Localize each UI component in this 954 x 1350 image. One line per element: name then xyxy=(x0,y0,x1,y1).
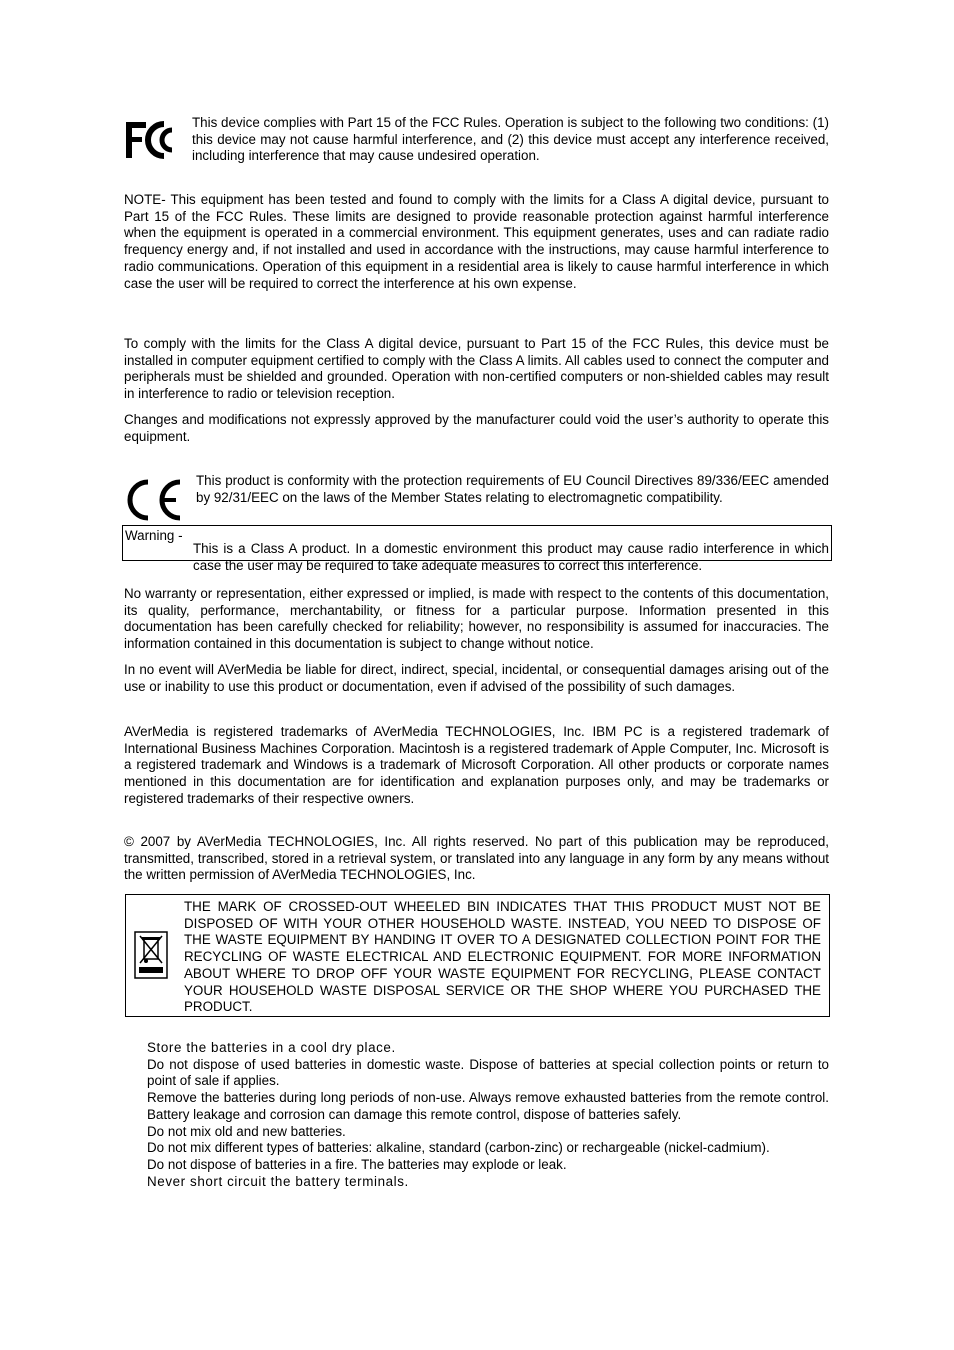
list-item: Do not dispose of used batteries in domestic waste. Dispose of batteries at special collection points or return to point of sale if applies. xyxy=(147,1056,829,1089)
weee-text: THE MARK OF CROSSED-OUT WHEELED BIN INDICATES THAT THIS PRODUCT MUST NOT BE DISPOSED OF WITH YOUR OTHER HOUSEHOLD WASTE. INSTEAD, YOU NEED TO DISPOSE OF THE WASTE EQUIPMENT BY HANDING IT OVER TO A DESIGNATED COLLECTION POINT FOR THE RECYCLING OF WASTE ELECTRICAL AND ELECTRONIC EQUIPMENT. FOR MORE INFORMATION ABOUT WHERE TO DROP OFF YOUR WASTE EQUIPMENT FOR RECYCLING, PLEASE CONTACT YOUR HOUSEHOLD WASTE DISPOSAL SERVICE OR THE SHOP WHERE YOU PURCHASED THE PRODUCT. xyxy=(184,899,821,1015)
list-item: Store the batteries in a cool dry place. xyxy=(147,1040,396,1055)
warning-label: Warning - xyxy=(125,528,183,543)
trademarks-notice: AVerMedia is registered trademarks of AVerMedia TECHNOLOGIES, Inc. IBM PC is a registered trademark of International Business Machines Corporation. Macintosh is a registered trademark of Apple Computer, Inc. Microsoft is a registered trademark and Windows is a trademark of Microsoft Corporation. All other products or corporate names mentioned in this documentation are for identification and explanation purposes only, and may be trademarks or registered trademarks of their respective owners. xyxy=(124,724,829,806)
modifications-notice: Changes and modifications not expressly approved by the manufacturer could void the user’s authority to operate this equipment. xyxy=(124,412,829,444)
no-warranty-disclaimer: No warranty or representation, either expressed or implied, is made with respect to the contents of this documentation, its quality, performance, merchantability, or fitness for a particular purpose. Information presented in this documentation has been carefully checked for reliability; however, no responsibility is assumed for inaccuracies. The information contained in this documentation is subject to change without notice. xyxy=(124,586,829,652)
fcc-note: NOTE- This equipment has been tested and found to comply with the limits for a Class A digital device, pursuant to Part 15 of the FCC Rules. These limits are designed to provide reasonable protection against harmful interference when the equipment is operated in a commercial environment. This equipment generates, uses and can radiate radio frequency energy and, if not installed and used in accordance with the instructions, may cause harmful interference to radio communications. Operation of this equipment in a residential area is likely to cause harmful interference in which case the user will be required to correct the interference at his own expense. xyxy=(124,192,829,291)
crossed-out-wheeled-bin-icon xyxy=(134,931,168,979)
list-item: Remove the batteries during long periods of non-use. Always remove exhausted batteries from the remote control. Battery leakage and corrosion can damage this remote control, dispose of batteries safely. xyxy=(147,1090,829,1122)
fcc-logo-icon xyxy=(124,118,180,162)
fcc-statement: This device complies with Part 15 of the FCC Rules. Operation is subject to the following two conditions: (1) this device may not cause harmful interference, and (2) this device must accept any interference received, including interference that may cause undesired operation. xyxy=(192,115,829,164)
class-a-compliance: To comply with the limits for the Class A digital device, pursuant to Part 15 of the FCC Rules, this device must be installed in computer equipment certified to comply with the Class A limits. All cables used to connect the computer and peripherals must be shielded and grounded. Operation with non-certified computers or non-shielded cables may result in interference to radio or television reception. xyxy=(124,336,829,402)
ce-mark-icon xyxy=(124,478,184,522)
list-item: Do not mix different types of batteries: alkaline, standard (carbon-zinc) or rechargeable (nickel-cadmium). xyxy=(147,1140,770,1156)
list-item: Do not mix old and new batteries. xyxy=(147,1123,346,1139)
list-item: Do not dispose of batteries in a fire. The batteries may explode or leak. xyxy=(147,1156,567,1172)
copyright-notice: © 2007 by AVerMedia TECHNOLOGIES, Inc. All rights reserved. No part of this publication may be reproduced, transmitted, transcribed, stored in a retrieval system, or translated into any language in any form by any means without the written permission of AVerMedia TECHNOLOGIES, Inc. xyxy=(124,834,829,883)
liability-disclaimer: In no event will AVerMedia be liable for direct, indirect, special, incidental, or consequential damages arising out of the use or inability to use this product or documentation, even if advised of the possibility of such damages. xyxy=(124,662,829,694)
class-a-warning-box xyxy=(122,525,832,574)
ce-statement: This product is conformity with the protection requirements of EU Council Directives 89/336/EEC amended by 92/31/EEC on the laws of the Member States relating to electromagnetic compatibility. xyxy=(196,473,829,505)
battery-safety-list xyxy=(147,1040,829,1190)
warning-text: This is a Class A product. In a domestic environment this product may cause radio interference in which case the user may be required to take adequate measures to correct this interference. xyxy=(193,541,829,574)
list-item: Never short circuit the battery terminals. xyxy=(147,1173,409,1189)
weee-notice-box xyxy=(125,894,830,1017)
